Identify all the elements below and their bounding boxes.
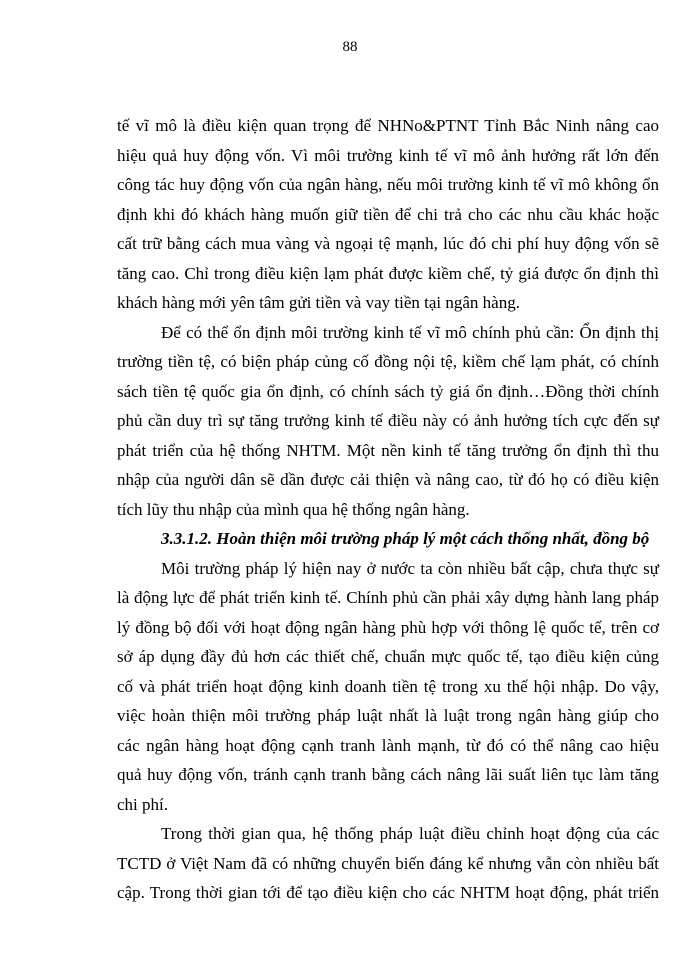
text-line: các ngân hàng hoạt động cạnh tranh lành mạnh, từ đó có thể nâng cao hiệu bbox=[117, 735, 659, 755]
text-line: Để có thể ổn định môi trường kinh tế vĩ mô chính phủ cần: Ổn định thị bbox=[161, 322, 659, 342]
text-line: là động lực để phát triển kinh tế. Chính phủ cần phải xây dựng hành lang pháp bbox=[117, 588, 659, 607]
document-body bbox=[117, 111, 659, 908]
paragraph-stabilize-macro bbox=[117, 318, 659, 525]
text-line: cất trữ bằng cách mua vàng và ngoại tệ mạnh, lúc đó chi phí huy động vốn sẽ bbox=[117, 234, 659, 253]
text-line: lý đồng bộ đối với hoạt động ngân hàng phù hợp với thông lệ quốc tế, trên cơ bbox=[117, 617, 659, 637]
text-line: sách tiền tệ quốc gia ổn định, có chính sách tỷ giá ổn định…Đồng thời chính bbox=[117, 381, 659, 401]
page-number: 88 bbox=[342, 39, 358, 55]
text-line: khách hàng mới yên tâm gửi tiền và vay tiền tại ngân hàng. bbox=[117, 293, 520, 312]
text-line: nhập của người dân sẽ dần được cải thiện và nâng cao, từ đó họ có điều kiện bbox=[117, 470, 659, 489]
text-line: việc hoàn thiện môi trường pháp luật nhất là luật trong ngân hàng giúp cho bbox=[117, 706, 659, 725]
text-line: chi phí. bbox=[117, 794, 168, 814]
text-line: hiệu quả huy động vốn. Vì môi trường kinh tế vĩ mô ảnh hưởng rất lớn đến bbox=[117, 145, 659, 165]
text-line: quả huy động vốn, tránh cạnh tranh bằng cách nâng lãi suất liên tục làm tăng bbox=[117, 765, 659, 784]
text-line: tích lũy thu nhập của mình qua hệ thống ngân hàng. bbox=[117, 499, 470, 519]
text-line: sở áp dụng đầy đủ hơn các thiết chế, chuẩn mực quốc tế, tạo điều kiện củng bbox=[117, 647, 659, 666]
text-line: Môi trường pháp lý hiện nay ở nước ta còn nhiều bất cập, chưa thực sự bbox=[161, 558, 659, 578]
text-line: tế vĩ mô là điều kiện quan trọng để NHNo&PTNT Tỉnh Bắc Ninh nâng cao bbox=[117, 116, 659, 135]
text-line: trường tiền tệ, có biện pháp củng cố đồng nội tệ, kiềm chế lạm phát, có chính bbox=[117, 352, 659, 371]
text-line: TCTD ở Việt Nam đã có những chuyển biến đáng kể nhưng vẫn còn nhiều bất bbox=[117, 853, 659, 873]
section-heading: 3.3.1.2. Hoàn thiện môi trường pháp lý một cách thống nhất, đồng bộ bbox=[161, 529, 650, 548]
text-line: cập. Trong thời gian tới để tạo điều kiện cho các NHTM hoạt động, phát triển bbox=[117, 883, 659, 902]
text-line: cố và phát triển hoạt động kinh doanh tiền tệ trong xu thế hội nhập. Do vậy, bbox=[117, 676, 659, 696]
text-line: tăng cao. Chỉ trong điều kiện lạm phát được kiềm chế, tỷ giá được ổn định thì bbox=[117, 263, 659, 283]
paragraph-legal-environment bbox=[117, 554, 659, 820]
text-line: phát triển của hệ thống NHTM. Một nền kinh tế tăng trưởng ổn định thì thu bbox=[117, 440, 659, 460]
text-line: phủ cần duy trì sự tăng trưởng kinh tế điều này có ảnh hưởng tích cực đến sự bbox=[117, 411, 659, 430]
paragraph-macro-economy-continued bbox=[117, 111, 659, 318]
text-line: Trong thời gian qua, hệ thống pháp luật điều chỉnh hoạt động của các bbox=[161, 824, 659, 843]
paragraph-legal-system bbox=[117, 819, 659, 908]
text-line: định khi đó khách hàng muốn giữ tiền để chi trả cho các nhu cầu khác hoặc bbox=[117, 204, 659, 224]
text-line: công tác huy động vốn của ngân hàng, nếu môi trường kinh tế vĩ mô không ổn bbox=[117, 175, 659, 194]
